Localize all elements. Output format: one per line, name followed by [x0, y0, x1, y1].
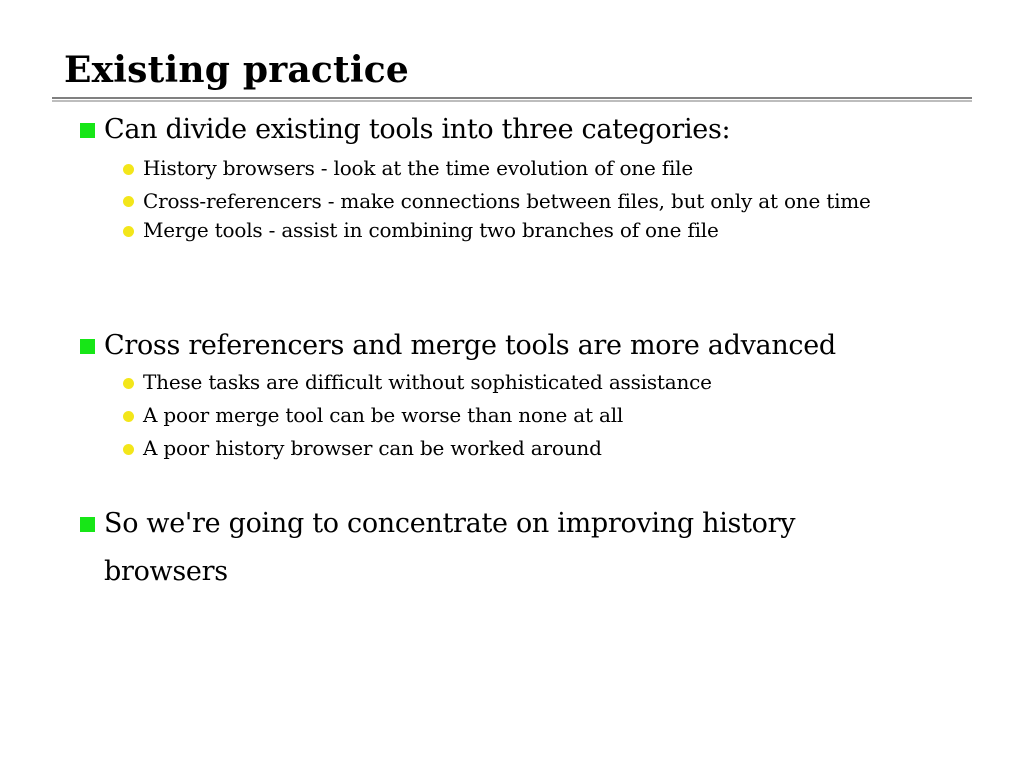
sub-bullet-item: [0, 214, 903, 247]
green-square-bullet-icon: [80, 123, 95, 138]
sub-bullet-text: A poor merge tool can be worse than none at all: [143, 403, 624, 427]
sub-bullet-item: [0, 399, 903, 432]
bullet-group-1: [0, 106, 1024, 247]
sub-bullet-text: Cross-referencers - make connections between files, but only at one time: [143, 189, 871, 213]
bullet-group-2: [0, 322, 1024, 465]
sub-bullet-item: [0, 432, 903, 465]
bullet-text: So we're going to concentrate on improving history browsers: [104, 508, 796, 587]
sub-bullet-list: [0, 366, 1024, 465]
sub-bullet-item: [0, 366, 903, 399]
yellow-dot-bullet-icon: [123, 196, 134, 207]
slide-title: Existing practice: [64, 49, 409, 91]
sub-bullet-text: Merge tools - assist in combining two branches of one file: [143, 218, 719, 242]
green-square-bullet-icon: [80, 517, 95, 532]
title-divider: [52, 97, 972, 99]
green-square-bullet-icon: [80, 339, 95, 354]
yellow-dot-bullet-icon: [123, 444, 134, 455]
sub-bullet-text: These tasks are difficult without sophisticated assistance: [143, 370, 712, 394]
yellow-dot-bullet-icon: [123, 378, 134, 389]
bullet-text: Cross referencers and merge tools are more advanced: [104, 330, 836, 361]
sub-bullet-item: [0, 152, 903, 185]
bullet-item: [0, 500, 824, 596]
bullet-item: [0, 322, 924, 370]
bullet-group-3: [0, 500, 1024, 596]
sub-bullet-list: [0, 152, 1024, 247]
title-divider-shadow: [52, 100, 972, 102]
yellow-dot-bullet-icon: [123, 164, 134, 175]
bullet-item: [0, 106, 924, 154]
yellow-dot-bullet-icon: [123, 411, 134, 422]
yellow-dot-bullet-icon: [123, 226, 134, 237]
bullet-text: Can divide existing tools into three categories:: [104, 114, 731, 145]
sub-bullet-text: A poor history browser can be worked around: [143, 436, 602, 460]
sub-bullet-text: History browsers - look at the time evolution of one file: [143, 156, 694, 180]
